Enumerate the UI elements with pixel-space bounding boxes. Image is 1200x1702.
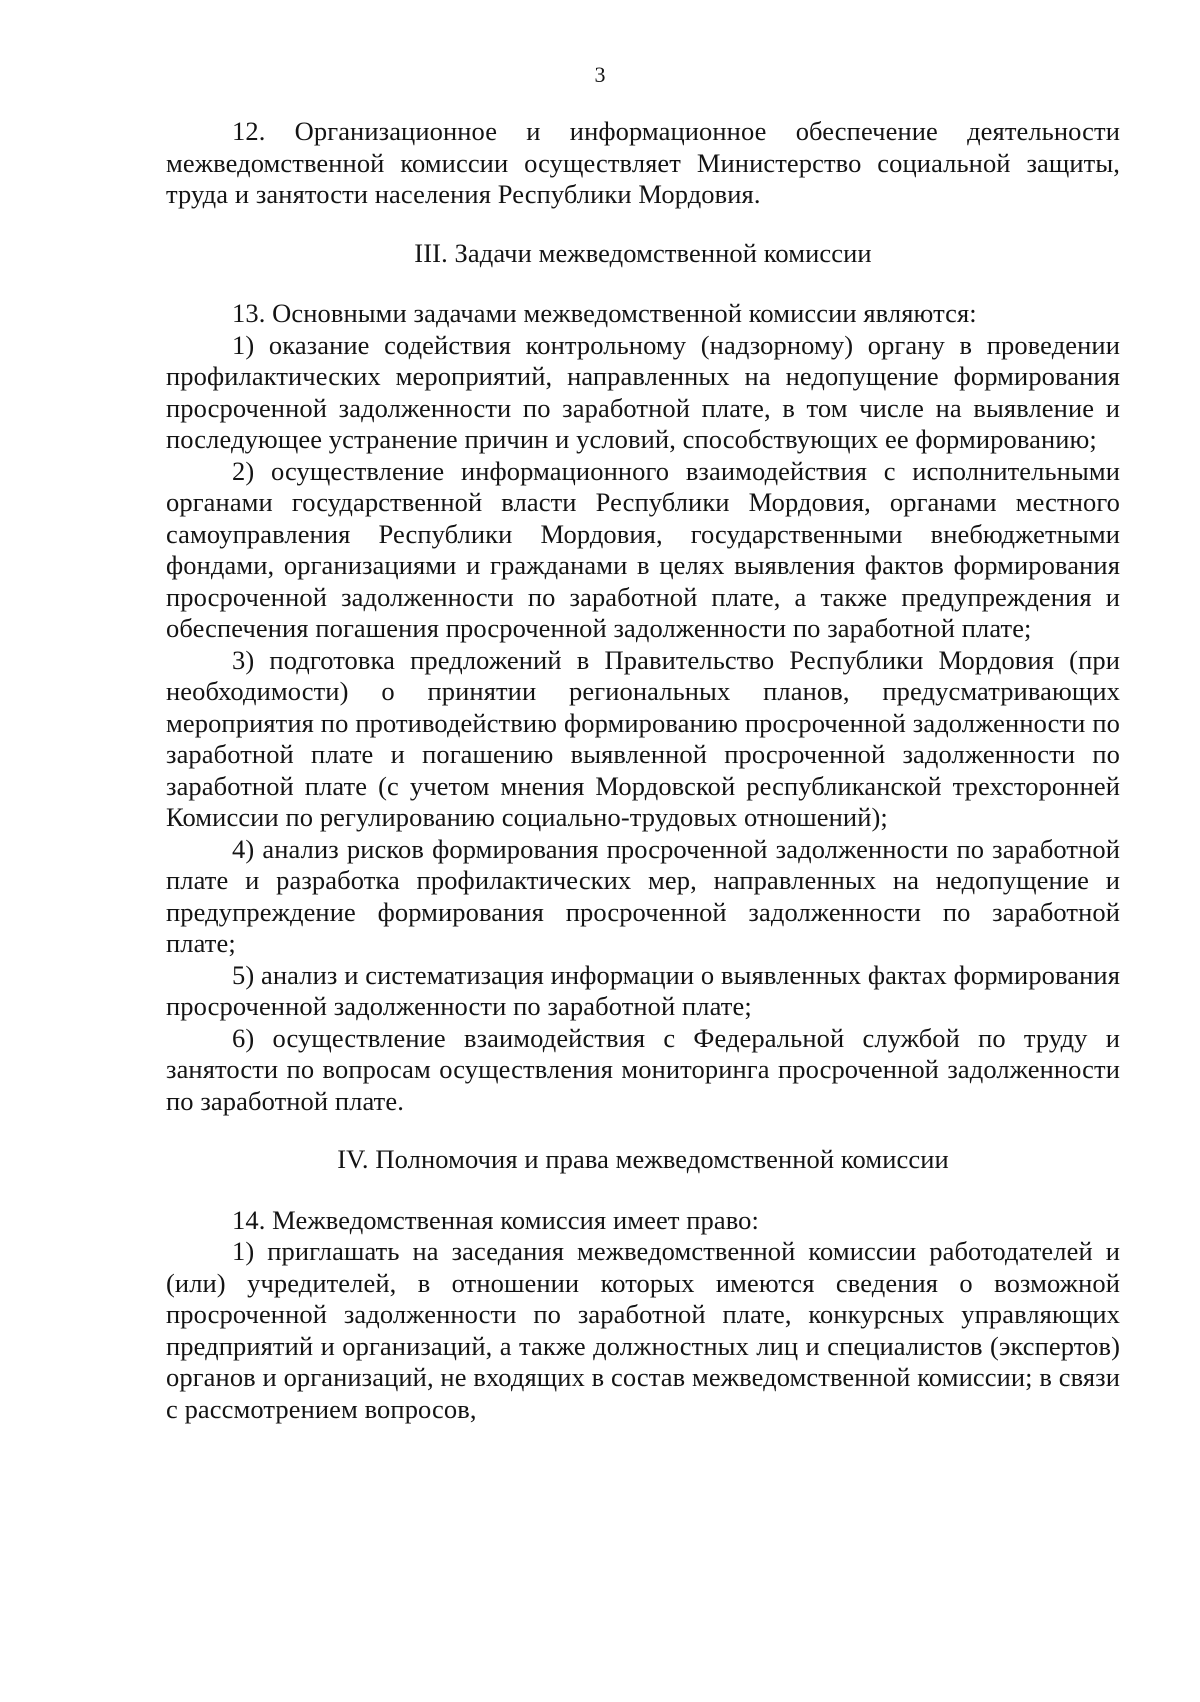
paragraph-13-item-4: 4) анализ рисков формирования просроченной задолженности по заработной плате и разработка профилактических мер, направленных на недопущение и предупреждение формирования просроченной задолженности по заработной плате; xyxy=(166,833,1120,958)
paragraph-14: 14. Межведомственная комиссия имеет право: xyxy=(232,1204,759,1235)
document-body xyxy=(166,116,1120,1425)
paragraph-13-item-6: 6) осуществление взаимодействия с Федеральной службой по труду и занятости по вопросам осуществления мониторинга просроченной задолженности по заработной плате. xyxy=(166,1022,1120,1116)
paragraph-13-item-2: 2) осуществление информационного взаимодействия с исполнительными органами государственной власти Республики Мордовия, органами местного самоуправления Республики Мордовия, государственными внебюджетными фондами, организациями и гражданами в целях выявления фактов формирования просроченной задолженности по заработной плате, а также предупреждения и обеспечения погашения просроченной задолженности по заработной плате; xyxy=(166,455,1120,643)
paragraph-13-item-5: 5) анализ и систематизация информации о выявленных фактах формирования просроченной задолженности по заработной плате; xyxy=(166,959,1120,1021)
paragraph-13-item-1: 1) оказание содействия контрольному (надзорному) органу в проведении профилактических мероприятий, направленных на недопущение формирования просроченной задолженности по заработной плате, в том числе на выявление и последующее устранение причин и условий, способствующих ее формированию; xyxy=(166,329,1120,454)
paragraph-14-item-1: 1) приглашать на заседания межведомственной комиссии работодателей и (или) учредителей, в отношении которых имеются сведения о возможной просроченной задолженности по заработной плате, конкурсных управляющих предприятий и организаций, а также должностных лиц и специалистов (экспертов) органов и организаций, не входящих в состав межведомственной комиссии; в связи с рассмотрением вопросов, xyxy=(166,1236,1120,1424)
paragraph-13-item-3: 3) подготовка предложений в Правительство Республики Мордовия (при необходимости) о принятии региональных планов, предусматривающих мероприятия по противодействию формированию просроченной задолженности по заработной плате и погашению выявленной просроченной задолженности по заработной плате (с учетом мнения Мордовской республиканской трехсторонней Комиссии по регулированию социально-трудовых отношений); xyxy=(166,644,1120,832)
paragraph-13: 13. Основными задачами межведомственной комиссии являются: xyxy=(232,298,977,328)
page-number: 3 xyxy=(594,62,606,87)
section-heading-iii: III. Задачи межведомственной комиссии xyxy=(414,237,872,268)
paragraph-12: 12. Организационное и информационное обеспечение деятельности межведомственной комиссии осуществляет Министерство социальной защиты, труда и занятости населения Республики Мордовия. xyxy=(166,116,1120,209)
section-heading-iv: IV. Полномочия и права межведомственной комиссии xyxy=(337,1144,949,1174)
